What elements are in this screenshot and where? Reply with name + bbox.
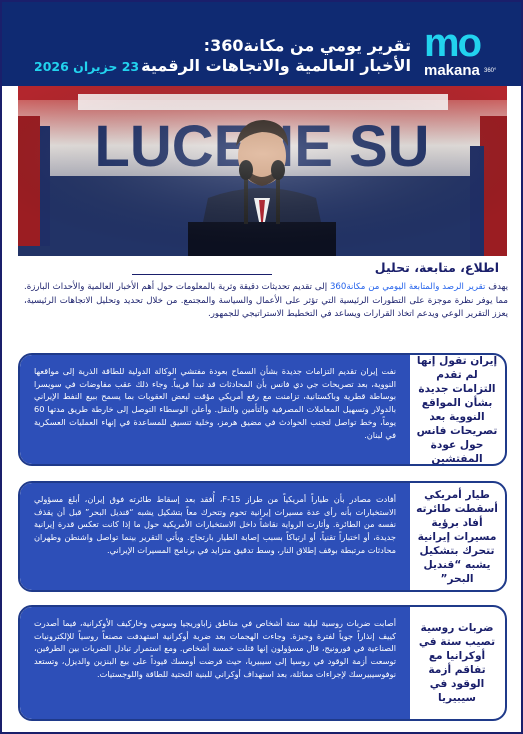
report-date: 23 حزيران 2026	[34, 59, 140, 74]
hero-illustration	[18, 86, 507, 256]
intro-lead: يهدف	[485, 282, 508, 292]
news-card-body: أصابت ضربات روسية ليلية ستة أشخاص في مناطق زاباوريجيا وسومي وخاركيف الأوكرانية، فيما أصدرت كييف إنذاراً جوياً لفترة وجيزة. وجاءت الهجمات بعد ضربة أوكرانية استهدفت مصنعاً روسياً للإلكترونيات الصناعية في فورونيج، قال مسؤولون إنها قتلت خمسة أشخاص. ومع استمرار تبادل الضربات بين الطرفين، توسعت أزمة الوقود في روسيا إلى سيبيريا، حيث فرضت أومسك قيوداً على بيع البنزين والديزل، وتستعد نوفوسيبيرسك لإجراءات مماثلة، بعد استهداف أوكراني للبنية التحتية للطاقة واللوجستيات.	[20, 607, 410, 719]
tagline-divider	[132, 274, 272, 275]
hero-photo	[18, 86, 507, 256]
intro-highlight: تقرير الرصد والمتابعة اليومي من مكانة360	[329, 282, 486, 292]
makana-logo	[420, 21, 512, 82]
news-card	[18, 481, 507, 592]
news-card	[18, 605, 507, 721]
intro-paragraph	[24, 281, 508, 322]
news-card-title: ضربات روسية تصيب ستة في أوكرانيا مع تفاقم أزمة الوقود في سيبيريا	[418, 622, 496, 704]
title-line-1: تقرير يومي من مكانة360:	[203, 36, 411, 55]
title-line-2: الأخبار العالمية والاتجاهات الرقمية	[141, 56, 411, 75]
logo-mark: mo	[424, 21, 480, 65]
news-card-body: نفت إيران تقديم التزامات جديدة بشأن السماح بعودة مفتشي الوكالة الدولية للطاقة الذرية إلى مواقعها النووية، بعد تصريحات جي دي فانس بأن المحادثات قد تبدأ قريباً. وجاء ذلك عقب مفاوضات في سويسرا بوساطة قطرية وباكستانية، تزامنت مع رفع أمريكي مؤقت لبعض العقوبات بما يسمح ببيع النفط الإيراني بالدولار وتسهيل المعاملات المصرفية والتأمين والنقل. وأعلن الوسطاء التوصل إلى خارطة طريق مدتها 60 يوماً، وخط تواصل لتجنب الحوادث في مضيق هرمز، وخلية تنسيق للمساعدة في إنهاء العمليات العسكرية في لبنان.	[20, 355, 410, 464]
logo-wordmark: makana	[424, 62, 480, 79]
news-card-title: إيران تقول إنها لم تقدم التزامات جديدة بشأن المواقع النووية بعد تصريحات فانس حول عودة المفتشين	[416, 354, 498, 465]
tagline: اطلاع، متابعة، تحليل	[374, 260, 499, 275]
report-title	[141, 36, 411, 76]
news-card-title: طيار أمريكي أسقطت طائرته أفاد برؤية مسيرات إيرانية تتحرك بتشكيل يشبه “قنديل البحر”	[416, 488, 498, 585]
intro-rest: إلى تقديم تحديثات دقيقة وثرية بالمعلومات حول أهم الأخبار العالمية والأحداث البارزة. مما يوفر نظرة موجزة على التطورات الرئيسية التي تؤثر على الأعمال والسياسة والمجتمع. من خلال تحديد وتحليل الاتجاهات الرئيسية، يعزز التقرير الوعي ويدعم اتخاذ القرارات ويساعد في التخطيط الاستراتيجي للجمهور.	[24, 282, 508, 320]
news-card	[18, 353, 507, 466]
news-card-body: أفادت مصادر بأن طياراً أمريكياً من طراز F-15، أُفقد بعد إسقاط طائرته فوق إيران، أبلغ مسؤولي الاستخبارات بأنه رأى عدة مسيرات إيرانية تحوم وتتحرك معاً بتشكيل يشبه “قنديل البحر” قبل أن يقذف نفسه من الطائرة. وأثارت الرواية نقاشاً داخل الاستخبارات الأمريكية حول ما إذا كانت تعكس قدرة إيرانية جديدة، أو اختباراً تقنياً، أو ارتباكاً بسبب إصابة الطيار بارتجاج. ويأتي التقرير بينما تواصل واشنطن وطهران محادثات مرتبطة بوقف إطلاق النار، وسط تدقيق متزايد في برنامج المسيرات الإيراني.	[20, 483, 410, 590]
report-header	[2, 2, 521, 86]
logo-superscript: 360°	[484, 68, 497, 74]
